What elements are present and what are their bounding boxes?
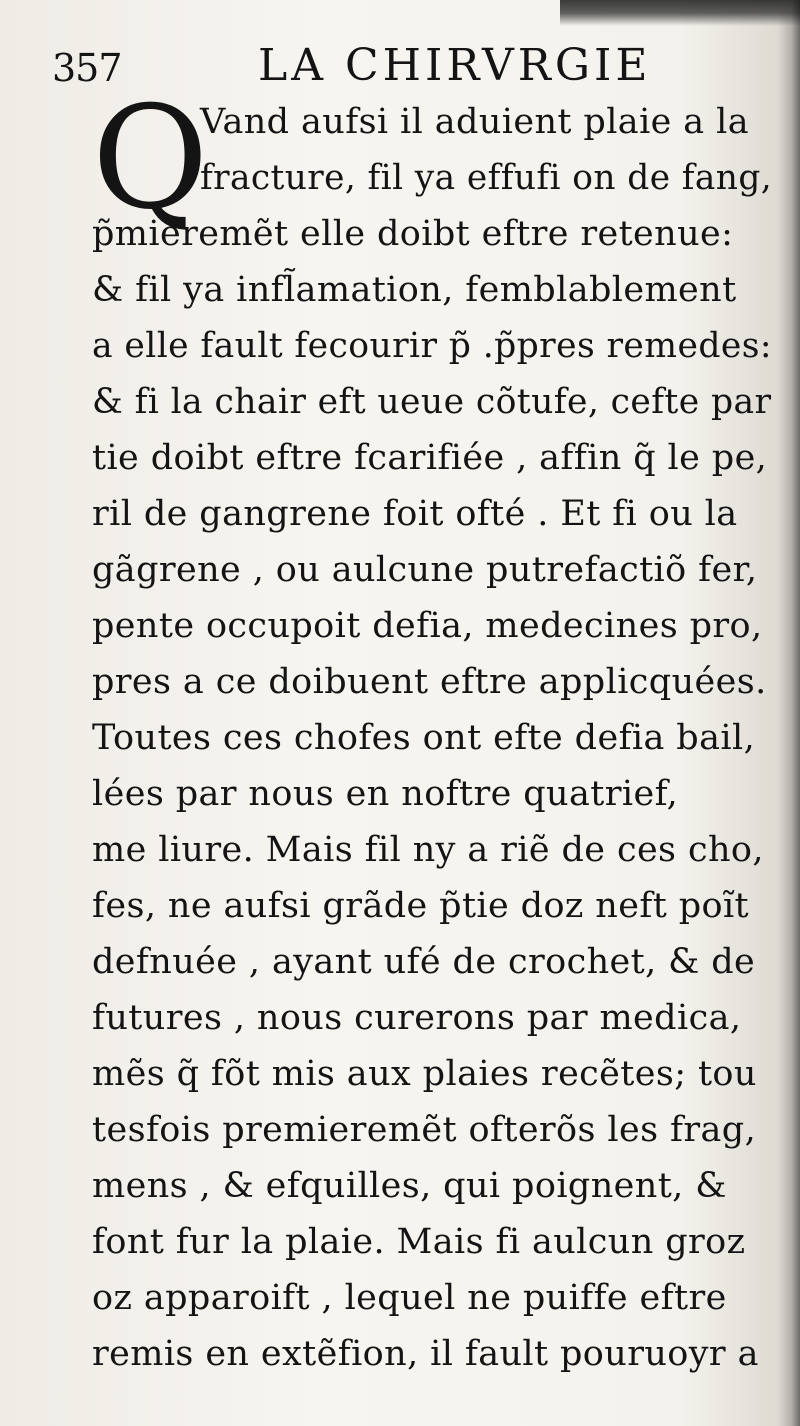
text-line: oz apparoift , lequel ne puiffe eftre xyxy=(92,1278,727,1318)
text-line: me liure. Mais fil ny a riẽ de ces cho, xyxy=(92,830,764,870)
text-line: gãgrene , ou aulcune putrefactiõ fer, xyxy=(92,550,758,590)
running-head: LA CHIRVRGIE xyxy=(258,40,652,91)
text-line: font fur la plaie. Mais fi aulcun groz xyxy=(92,1222,746,1262)
text-line: pres a ce doibuent eftre applicquées. xyxy=(92,662,767,702)
text-line: & fil ya infl̃amation, femblablement xyxy=(92,270,737,310)
text-line: a elle fault fecourir p̃ .p̃pres remedes: xyxy=(92,326,772,366)
drop-cap: Q xyxy=(92,76,209,241)
page-number: 357 xyxy=(52,46,122,90)
text-line: lées par nous en noftre quatrief, xyxy=(92,774,679,814)
binding-shadow xyxy=(560,0,800,26)
text-line: Toutes ces chofes ont efte defia bail, xyxy=(92,718,756,758)
text-line: remis en extẽfion, il fault pouruoyr a xyxy=(92,1334,759,1374)
text-line: mens , & efquilles, qui poignent, & xyxy=(92,1166,727,1206)
text-line: tesfois premieremẽt ofterõs les frag, xyxy=(92,1110,757,1150)
text-line: mẽs q̃ fõt mis aux plaies recẽtes; tou xyxy=(92,1054,757,1094)
text-line: ril de gangrene foit ofté . Et fi ou la xyxy=(92,494,738,534)
text-line: pente occupoit defia, medecines pro, xyxy=(92,606,763,646)
page-edge-shadow xyxy=(778,0,800,1426)
text-line: defnuée , ayant ufé de crochet, & de xyxy=(92,942,756,982)
text-line: fracture, fil ya effufi on de fang, xyxy=(200,158,773,198)
text-line: & fi la chair eft ueue cõtufe, cefte par xyxy=(92,382,772,422)
text-line: futures , nous curerons par medica, xyxy=(92,998,742,1038)
text-line: fes, ne aufsi grãde p̃tie doz neft poĩt xyxy=(92,886,750,926)
text-line: Vand aufsi il aduient plaie a la xyxy=(200,102,749,142)
text-line: p̃mieremẽt elle doibt eftre retenue: xyxy=(92,214,734,254)
text-line: tie doibt eftre fcarifiée , affin q̃ le pe, xyxy=(92,438,768,478)
